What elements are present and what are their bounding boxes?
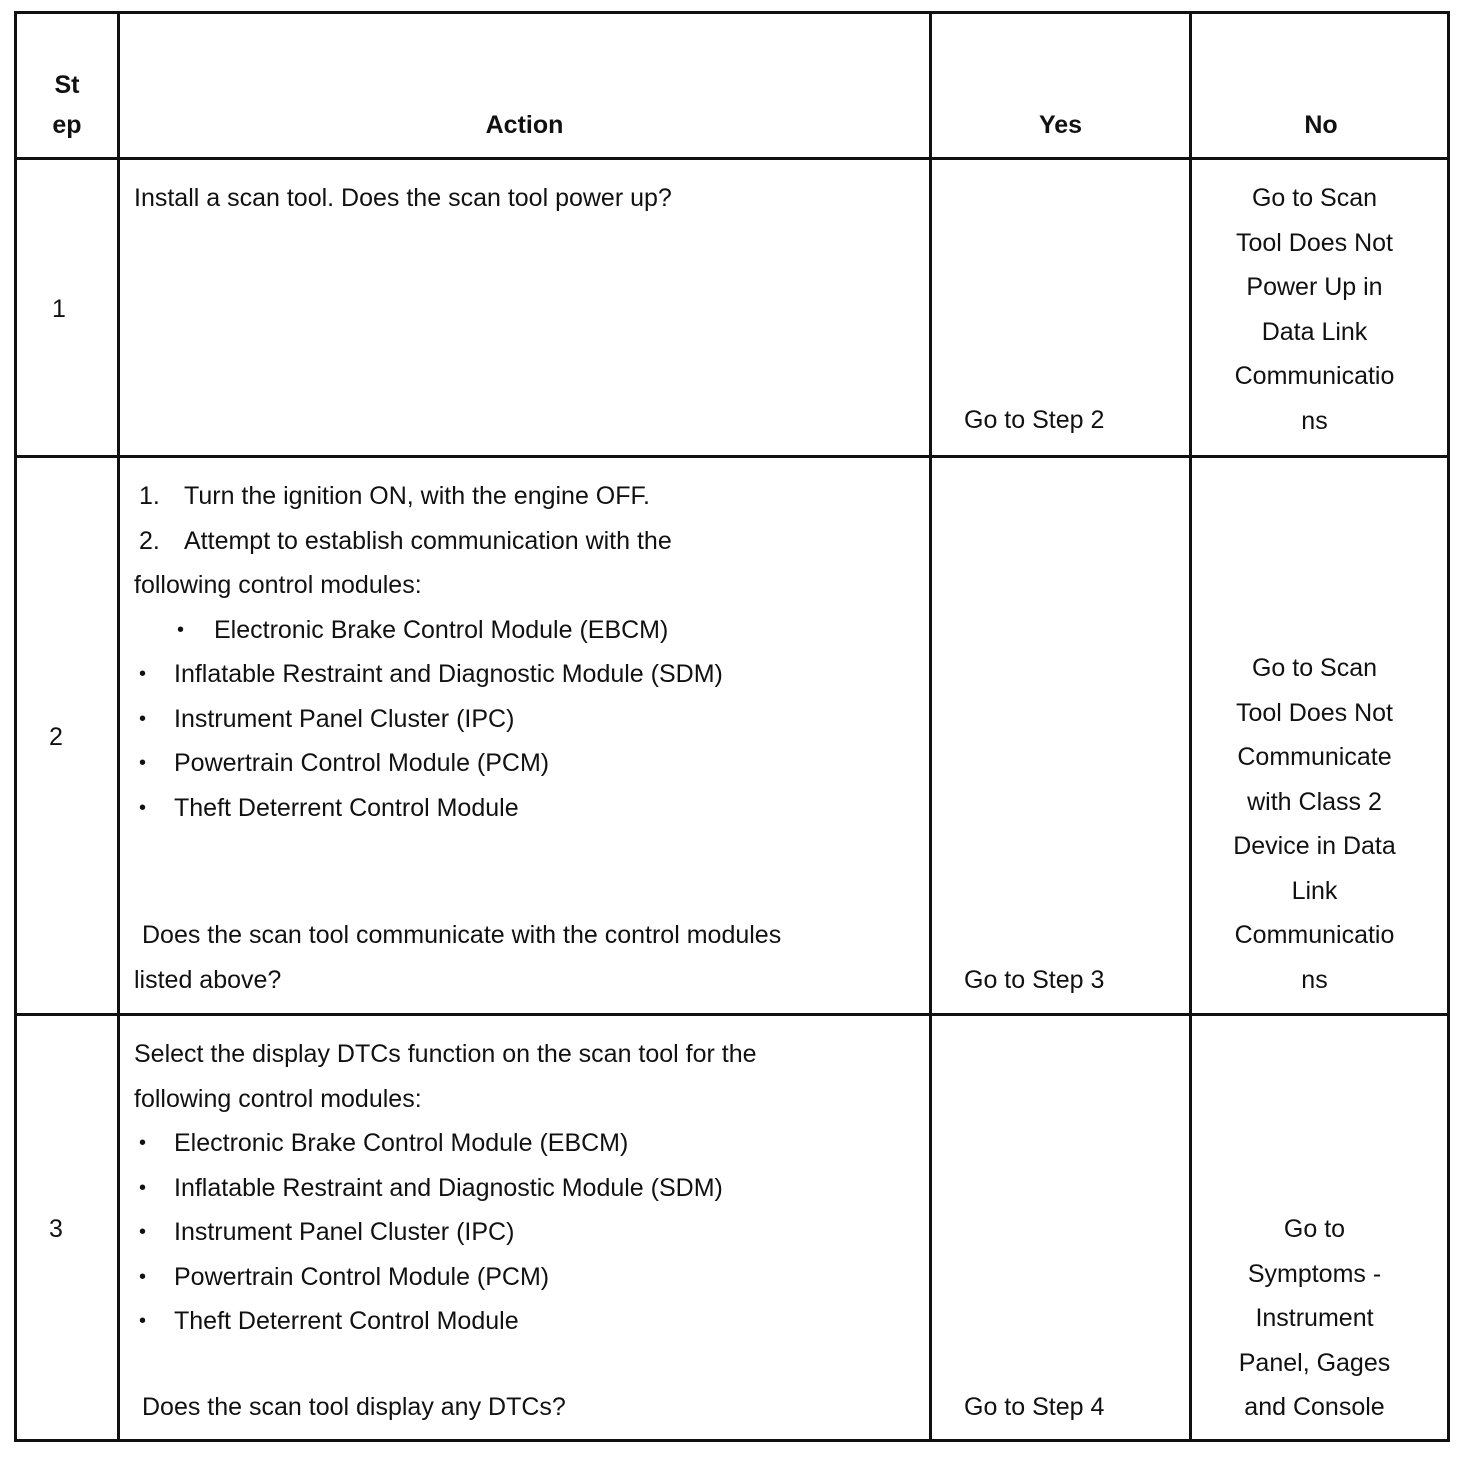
- bullet-icon: •: [139, 752, 147, 774]
- bullet-icon: •: [139, 1310, 147, 1332]
- bullet-item: Instrument Panel Cluster (IPC): [174, 1218, 515, 1246]
- bullet-icon: •: [139, 796, 147, 819]
- no-line: ns: [1301, 965, 1328, 994]
- question-text: listed above?: [134, 965, 282, 994]
- continuation-text: following control modules:: [134, 571, 422, 599]
- row-divider-header: [17, 157, 1447, 160]
- no-line: with Class 2: [1247, 787, 1382, 816]
- no-line: ns: [1301, 406, 1328, 435]
- no-line: Communicatio: [1234, 921, 1395, 949]
- bullet-icon: •: [139, 663, 147, 685]
- header-step-line2: ep: [52, 111, 82, 139]
- header-step-line1: St: [54, 71, 80, 99]
- diagnostic-table: [14, 11, 1450, 1442]
- step-number: 1: [52, 295, 66, 323]
- header-no: No: [1304, 111, 1338, 139]
- no-line: Device in Data: [1233, 832, 1396, 860]
- bullet-icon: •: [139, 1221, 147, 1243]
- header-action: Action: [485, 111, 564, 139]
- no-line: Tool Does Not: [1235, 698, 1394, 727]
- bullet-item: Theft Deterrent Control Module: [174, 793, 519, 822]
- step-number: 3: [49, 1215, 63, 1243]
- numbered-item-text: Attempt to establish communication with the: [184, 526, 672, 555]
- row-divider-1: [17, 455, 1447, 458]
- no-line: Tool Does Not: [1235, 228, 1394, 257]
- question-text: Does the scan tool communicate with the control modules: [142, 921, 782, 949]
- intro-text: Select the display DTCs function on the scan tool for the: [134, 1040, 757, 1068]
- intro-text: following control modules:: [134, 1084, 422, 1113]
- bullet-icon: •: [139, 1265, 147, 1288]
- no-line: Communicate: [1237, 743, 1392, 771]
- numbered-item-num: 2.: [139, 526, 160, 555]
- bullet-item: Electronic Brake Control Module (EBCM): [174, 1129, 629, 1157]
- bullet-item: Powertrain Control Module (PCM): [174, 1262, 550, 1291]
- yes-cell: Go to Step 2: [964, 406, 1105, 434]
- header-yes: Yes: [1038, 111, 1083, 139]
- no-line: Instrument: [1255, 1304, 1374, 1332]
- yes-cell: Go to Step 4: [964, 1393, 1105, 1421]
- bullet-item: Theft Deterrent Control Module: [174, 1307, 519, 1335]
- col-divider-action: [929, 14, 932, 1439]
- yes-cell: Go to Step 3: [964, 965, 1105, 994]
- bullet-item: Electronic Brake Control Module (EBCM): [214, 615, 669, 644]
- bullet-icon: •: [139, 707, 147, 730]
- no-line: Go to Scan: [1251, 184, 1378, 212]
- numbered-item-num: 1.: [139, 482, 160, 510]
- no-line: Go to Scan: [1251, 654, 1378, 682]
- no-line: Panel, Gages: [1238, 1348, 1391, 1377]
- bullet-icon: •: [139, 1176, 147, 1199]
- bullet-icon: •: [177, 618, 185, 641]
- no-line: Communicatio: [1234, 362, 1395, 390]
- col-divider-step: [117, 14, 120, 1439]
- row-divider-2: [17, 1013, 1447, 1016]
- no-line: and Console: [1244, 1393, 1385, 1421]
- no-line: Power Up in: [1246, 273, 1383, 301]
- bullet-item: Inflatable Restraint and Diagnostic Module (SDM): [174, 660, 723, 688]
- bullet-item: Inflatable Restraint and Diagnostic Module (SDM): [174, 1173, 723, 1202]
- no-line: Data Link: [1261, 317, 1368, 346]
- step-number: 2: [49, 723, 63, 751]
- action-text: Install a scan tool. Does the scan tool power up?: [134, 184, 672, 212]
- bullet-item: Instrument Panel Cluster (IPC): [174, 704, 515, 733]
- no-line: Symptoms -: [1247, 1259, 1382, 1288]
- no-line: Link: [1291, 876, 1338, 905]
- numbered-item-text: Turn the ignition ON, with the engine OFF.: [184, 482, 650, 510]
- no-line: Go to: [1283, 1215, 1346, 1243]
- bullet-item: Powertrain Control Module (PCM): [174, 749, 550, 777]
- question-text: Does the scan tool display any DTCs?: [142, 1393, 566, 1421]
- bullet-icon: •: [139, 1132, 147, 1154]
